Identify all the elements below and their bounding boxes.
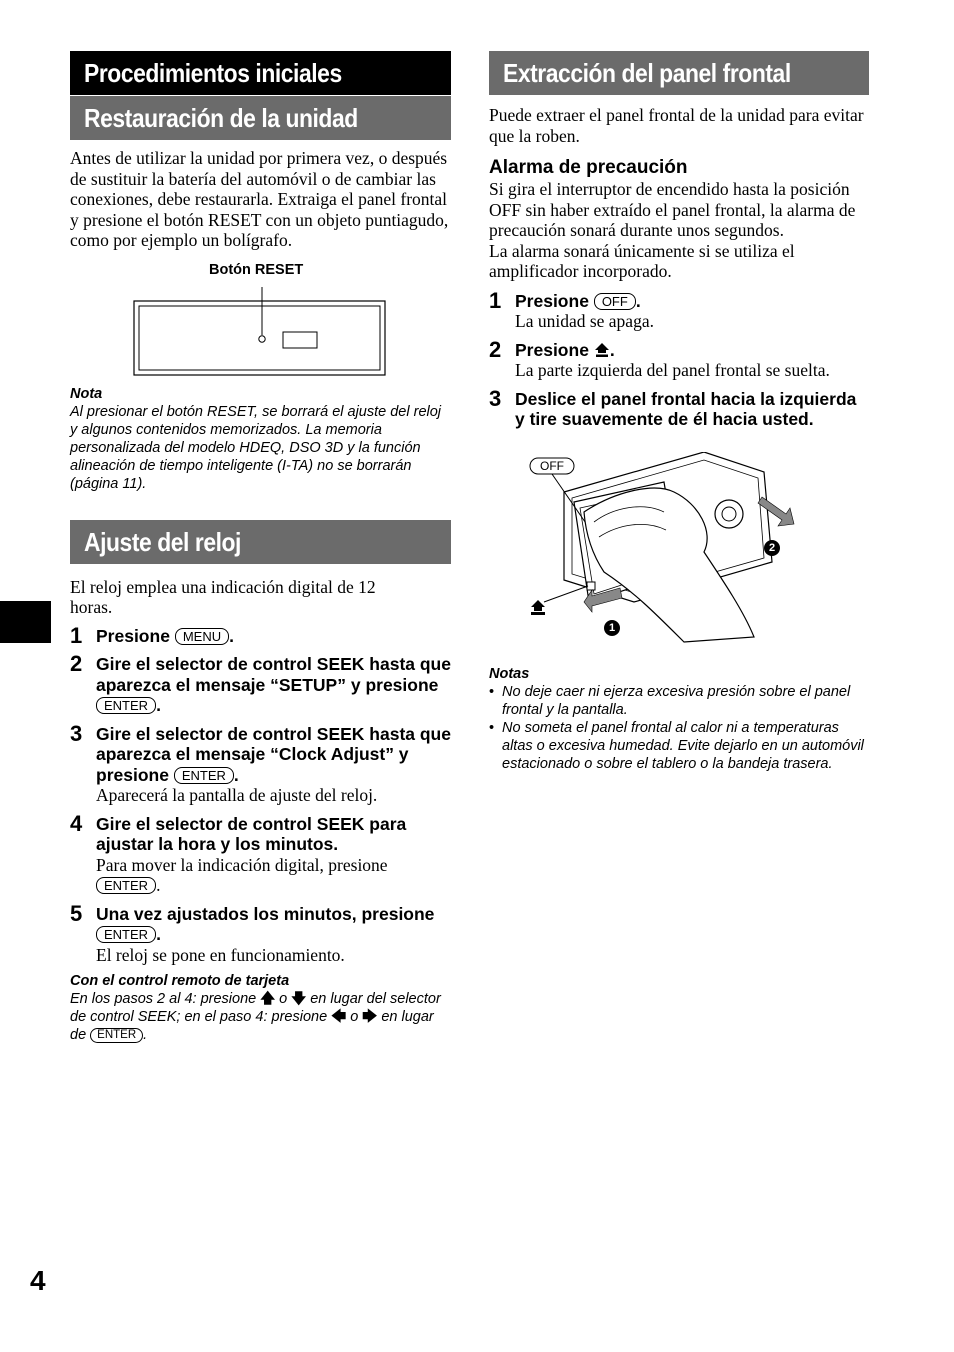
- reset-note-title: Nota: [70, 385, 103, 402]
- front-panel-removal-drawing: [514, 452, 844, 657]
- alarm-text-2: La alarma sonará únicamente si se utiliza el amplificador incorporado.: [489, 240, 795, 281]
- reset-figure: [70, 259, 451, 381]
- clock-step-2: 2 Gire el selector de control SEEK hasta que aparezca el mensaje “SETUP” y presione ENTER .: [70, 651, 451, 716]
- extraction-intro-text: Puede extraer el panel frontal de la unidad para evitar que la roben.: [489, 105, 864, 146]
- clock-intro-text: El reloj emplea una indicación digital de 12 horas.: [70, 576, 376, 618]
- extraction-notes-title: Notas: [489, 665, 530, 682]
- extraction-steps: [489, 287, 869, 430]
- release-button-icon: [594, 342, 610, 358]
- section-heading-extraccion: Extracción del panel frontal: [489, 51, 869, 95]
- clock-step-4: 4 Gire el selector de control SEEK para ajustar la hora y los minutos. Para mover la indicación digital, presione ENTER .: [70, 810, 407, 896]
- note-item: • No deje caer ni ejerza excesiva presión sobre el panel frontal y la pantalla.: [489, 683, 869, 719]
- clock-step-5: 5 Una vez ajustados los minutos, presione ENTER . El reloj se pone en funcionamiento.: [70, 900, 435, 965]
- extraction-figure: [489, 452, 869, 657]
- clock-step-1: 1 Presione MENU .: [70, 622, 234, 648]
- section-side-tab: [0, 601, 51, 643]
- enter-key-icon: ENTER: [96, 926, 156, 943]
- reset-panel-drawing: [70, 259, 451, 381]
- extract-step-3: 3 Deslice el panel frontal hacia la izquierda y tire suavemente de él hacia usted.: [489, 385, 857, 429]
- left-column: [70, 51, 451, 1045]
- figure-callout-1: 1: [608, 621, 616, 634]
- reset-figure-label: Botón RESET: [209, 261, 304, 278]
- extract-step-1: 1 Presione OFF . La unidad se apaga.: [489, 287, 654, 331]
- clock-steps: [70, 622, 451, 966]
- arrow-right-icon: 🡆: [362, 1009, 378, 1026]
- remote-note-text: En los pasos 2 al 4: presione 🡅 o 🡇 en lugar del selector de control SEEK; en el paso 4: presione 🡄 o 🡆 en lugar de ENTER .: [70, 991, 441, 1044]
- right-column: [489, 51, 869, 774]
- arrow-up-icon: 🡅: [260, 991, 276, 1008]
- off-key-icon: OFF: [594, 293, 636, 310]
- note-item: • No someta el panel frontal al calor ni a temperaturas altas o excesiva humedad. Evite dejarlo en un automóvil estacionado o sobre el tablero o la bandeja trasera.: [489, 719, 869, 774]
- figure-off-label: OFF: [540, 458, 564, 473]
- reset-note-text: Al presionar el botón RESET, se borrará el ajuste del reloj y algunos contenidos memorizados. La memoria personalizada del modelo HDEQ, DSO 3D y la función alineación de tiempo inteligente (I-TA) no se borrarán (página 11).: [70, 403, 442, 493]
- section-heading-restauracion: Restauración de la unidad: [70, 96, 451, 140]
- arrow-down-icon: 🡇: [291, 991, 307, 1008]
- section-heading-procedimientos: Procedimientos iniciales: [70, 51, 451, 95]
- enter-key-icon: ENTER: [90, 1028, 143, 1043]
- extraction-notes-list: [489, 683, 869, 774]
- extract-step-2: 2 Presione . La parte izquierda del panel frontal se suelta.: [489, 336, 830, 380]
- section-heading-ajuste-reloj: Ajuste del reloj: [70, 520, 451, 564]
- menu-key-icon: MENU: [175, 628, 229, 645]
- enter-key-icon: ENTER: [96, 877, 156, 894]
- enter-key-icon: ENTER: [174, 767, 234, 784]
- figure-callout-2: 2: [768, 541, 776, 554]
- alarm-text-1: Si gira el interruptor de encendido hasta la posición OFF sin haber extraído el panel frontal, la alarma de precaución sonará durante unos segundos.: [489, 179, 856, 240]
- remote-note-title: Con el control remoto de tarjeta: [70, 973, 290, 990]
- clock-step-3: 3 Gire el selector de control SEEK hasta que aparezca el mensaje “Clock Adjust” y presione ENTER . Aparecerá la pantalla de ajuste del reloj.: [70, 720, 451, 806]
- enter-key-icon: ENTER: [96, 697, 156, 714]
- page-number: 4: [30, 1265, 46, 1296]
- arrow-left-icon: 🡄: [331, 1009, 347, 1026]
- alarm-subheading: Alarma de precaución: [489, 157, 688, 178]
- reset-intro-text: Antes de utilizar la unidad por primera vez, o después de sustituir la batería del automóvil o de cambiar las conexiones, debe restaurarla. Extraiga el panel frontal y presione el botón RESET con un objeto puntiagudo, como por ejemplo un bolígrafo.: [70, 148, 449, 250]
